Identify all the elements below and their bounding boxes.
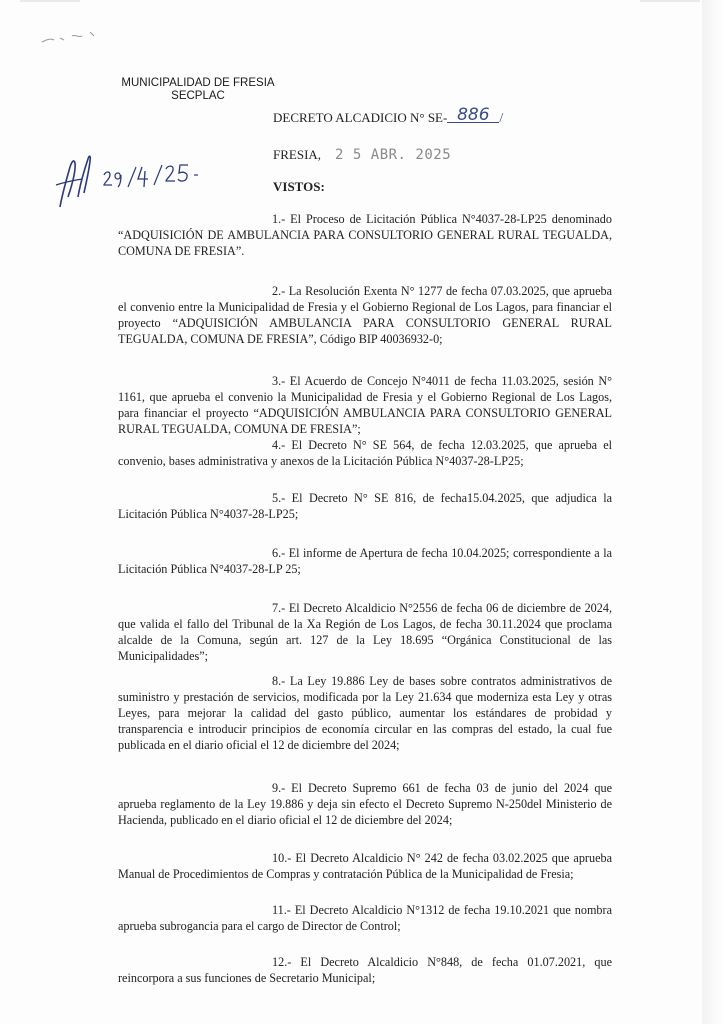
issuing-office [118,77,278,103]
decree-suffix: / [499,111,504,126]
handwritten-initials [48,145,218,215]
considerando-2: 2.- La Resolución Exenta N° 1277 de fecha 07.03.2025, que aprueba el convenio entre la Municipalidad de Fresia y el Gobierno Regional de Los Lagos, para financiar el proyecto “ADQUISICIÓN AMBULANCIA PARA CONSULTORIO GENERAL RURAL TEGUALDA, COMUNA DE FRESIA”, Código BIP 40036932-0; [118,284,612,346]
section-title: VISTOS: [273,179,325,194]
considerando-8: 8.- La Ley 19.886 Ley de bases sobre contratos administrativos de suministro y prestación de servicios, modificada por la Ley 21.634 que moderniza esta Ley y otras Leyes, para mejorar la calidad del gasto público, aumentar los estándares de probidad y transparencia e introducir principios de economía circular en las compras del estado, la cual fue publicada en el diario oficial el 12 de diciembre del 2024; [118,674,612,752]
considerando-3: 3.- El Acuerdo de Concejo N°4011 de fecha 11.03.2025, sesión N° 1161, que aprueba el convenio la Municipalidad de Fresia y el Gobierno Regional de Los Lagos, para financiar el proyecto “ADQUISICIÓN AMBULANCIA PARA CONSULTORIO GENERAL RURAL TEGUALDA, COMUNA DE FRESIA”; [118,374,612,436]
considerando-1: 1.- El Proceso de Licitación Pública N°4037-28-LP25 denominado “ADQUISICIÓN DE AMBULANCIA PARA CONSULTORIO GENERAL RURAL TEGUALDA, COMUNA DE FRESIA”. [118,212,612,258]
considerando-5: 5.- El Decreto N° SE 816, de fecha15.04.2025, que adjudica la Licitación Pública N°4037-28-LP25; [118,491,612,521]
considerando-6: 6.- El informe de Apertura de fecha 10.04.2025; correspondiente a la Licitación Pública N°4037-28-LP 25; [118,546,612,576]
considerando-7: 7.- El Decreto Alcaldicio N°2556 de fecha 06 de diciembre de 2024, que valida el fallo del Tribunal de la Xa Región de Los Lagos, de fecha 30.11.2024 que proclama alcalde de la Comuna, según art. 127 de la Ley 18.695 “Orgánica Constitucional de las Municipalidades”; [118,601,612,663]
department-name: SECPLAC [171,90,225,102]
considerando-12: 12.- El Decreto Alcaldicio N°848, de fecha 01.07.2021, que reincorpora a sus funciones de Secretario Municipal; [118,955,612,985]
considerando-10: 10.- El Decreto Alcaldicio N° 242 de fecha 03.02.2025 que aprueba Manual de Procedimientos de Compras y contratación Pública de la Municipalidad de Fresia; [118,851,612,881]
city-name: FRESIA, [273,147,322,162]
considerando-11: 11.- El Decreto Alcaldicio N°1312 de fecha 19.10.2021 que nombra aprueba subrogancia para el cargo de Director de Control; [118,903,612,933]
pencil-mark [38,28,108,48]
scan-top-marks [20,0,700,6]
date-stamp: 2 5 ABR. 2025 [335,147,452,163]
considerando-4: 4.- El Decreto N° SE 564, de fecha 12.03.2025, que aprueba el convenio, bases administrativa y anexos de la Licitación Pública N°4037-28-LP25; [118,438,612,468]
scan-edge-shadow [702,0,724,1024]
municipality-name: MUNICIPALIDAD DE FRESIA [121,77,275,89]
place-and-date [273,147,451,163]
decree-title [273,105,504,127]
decree-number: 886 [447,108,499,123]
decree-label: DECRETO ALCADICIO N° SE- [273,110,448,125]
considerando-9: 9.- El Decreto Supremo 661 de fecha 03 de junio del 2024 que aprueba reglamento de la Ley 19.886 y deja sin efecto el Decreto Supremo N-250del Ministerio de Hacienda, publicado en el diario oficial el 12 de diciembre del 2024; [118,781,612,827]
